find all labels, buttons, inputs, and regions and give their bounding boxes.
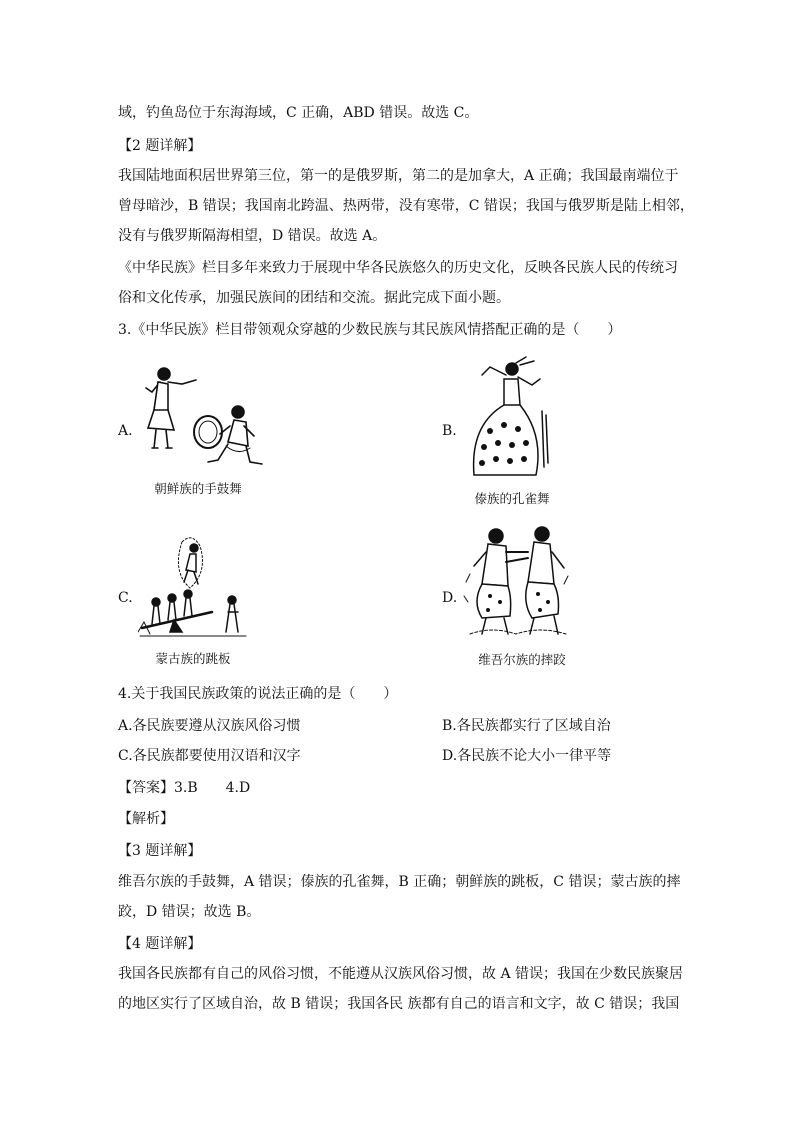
text-line-3: 我国陆地面积居世界第三位，第一的是俄罗斯，第二的是加拿大，A 正确；我国最南端位于 — [118, 168, 679, 184]
q3-detail-line-2: 跤，D 错误；故选 B。 — [118, 904, 261, 920]
q3-option-b-letter: B. — [442, 423, 457, 439]
q3-option-d-letter: D. — [442, 590, 458, 606]
analysis-heading: 【解析】 — [118, 811, 174, 827]
text-line-1: 域，钓鱼岛位于东海海域，C 正确，ABD 错误。故选 C。 — [118, 105, 479, 121]
q4-stem: 4.关于我国民族政策的说法正确的是（ ） — [118, 686, 398, 702]
q4-detail-line-2: 的地区实行了区域自治，故 B 错误；我国各民 族都有自己的语言和文字，故 C 错误；我国 — [118, 996, 680, 1012]
q3-option-d-caption: 维吾尔族的摔跤 — [478, 652, 566, 667]
wrestling-illustration — [462, 522, 572, 640]
q4-option-a: A.各民族要遵从汉族风俗习惯 — [118, 718, 301, 734]
text-line-4: 曾母暗沙，B 错误；我国南北跨温、热两带，没有寒带，C 错误；我国与俄罗斯是陆上相邻， — [118, 198, 694, 214]
peacock-dance-illustration — [460, 355, 560, 485]
q3-detail-line-1: 维吾尔族的手鼓舞，A 错误；傣族的孔雀舞，B 正确；朝鲜族的跳板，C 错误；蒙古族的摔 — [118, 874, 681, 890]
q3-stem: 3.《中华民族》栏目带领观众穿越的少数民族与其民族风情搭配正确的是（ ） — [118, 322, 622, 338]
seesaw-jump-illustration — [138, 532, 248, 644]
q4-option-c: C.各民族都要使用汉语和汉字 — [118, 748, 301, 764]
q4-detail-line-1: 我国各民族都有自己的风俗习惯，不能遵从汉族风俗习惯，故 A 错误；我国在少数民族聚居 — [118, 966, 684, 982]
text-line-5: 没有与俄罗斯隔海相望，D 错误。故选 A。 — [118, 228, 387, 244]
q3-option-c-letter: C. — [118, 590, 133, 606]
q3-option-b-caption: 傣族的孔雀舞 — [474, 491, 550, 506]
q3-option-a-letter: A. — [118, 423, 133, 439]
q3-detail-heading: 【3 题详解】 — [118, 843, 202, 859]
drum-dance-illustration — [138, 362, 278, 472]
intro-line-2: 俗和文化传承，加强民族间的团结和交流。据此完成下面小题。 — [118, 290, 510, 306]
q4-option-d: D.各民族不论大小一律平等 — [442, 748, 612, 764]
q2-detail-heading: 【2 题详解】 — [118, 138, 202, 154]
intro-line-1: 《中华民族》栏目多年来致力于展现中华各民族悠久的历史文化，反映各民族人民的传统习 — [118, 260, 678, 276]
q3-option-a-caption: 朝鲜族的手鼓舞 — [154, 481, 242, 496]
q4-detail-heading: 【4 题详解】 — [118, 936, 202, 952]
q3-option-c-caption: 蒙古族的跳板 — [155, 651, 231, 666]
q4-option-b: B.各民族都实行了区域自治 — [442, 718, 611, 734]
answer-line: 【答案】3.B 4.D — [118, 780, 251, 796]
